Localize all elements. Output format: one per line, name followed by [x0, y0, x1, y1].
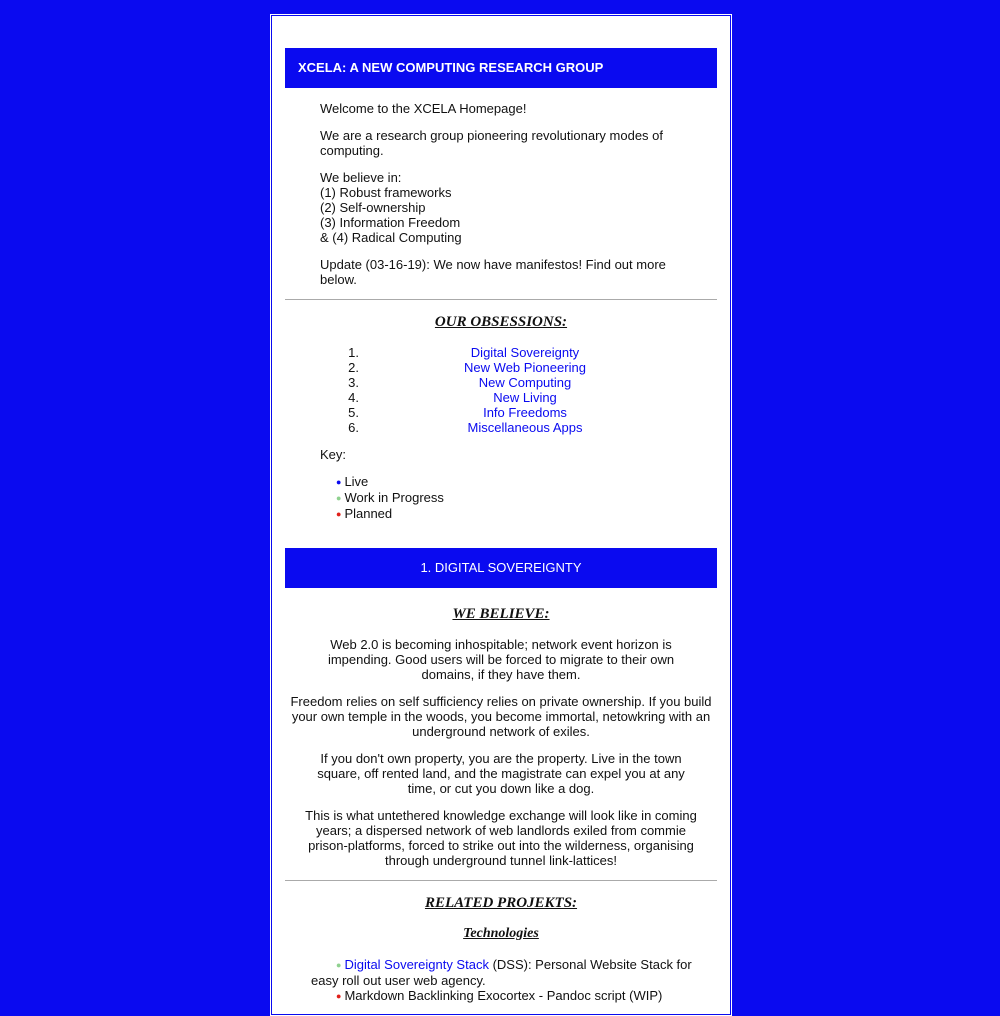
about-text: We are a research group pioneering revolutionary modes of computing. [320, 128, 664, 158]
update-text: Update (03-16-19): We now have manifestos! Find out more below. [320, 257, 666, 287]
key-item-label: Work in Progress [344, 490, 444, 505]
section-banner-digital-sovereignty [285, 548, 717, 588]
key-label: Key: [320, 447, 347, 462]
list-item [271, 345, 731, 360]
belief-item: (3) Information Freedom [320, 215, 461, 230]
obsession-link-new-web-pioneering[interactable]: New Web Pioneering [464, 360, 586, 375]
page-title: XCELA: A NEW COMPUTING RESEARCH GROUP [298, 60, 604, 75]
key-list [271, 474, 731, 522]
digital-sovereignty-stack-link[interactable]: Digital Sovereignty Stack [344, 957, 489, 972]
belief-item: (1) Robust frameworks [320, 185, 452, 200]
key-item-label: Live [344, 474, 369, 489]
related-projects-heading: RELATED PROJEKTS: [424, 895, 578, 911]
intro-section [320, 88, 701, 287]
projects-list [311, 957, 731, 1004]
list-item [271, 390, 731, 405]
obsession-link-info-freedoms[interactable]: Info Freedoms [483, 405, 567, 420]
obsession-link-miscellaneous-apps[interactable]: Miscellaneous Apps [467, 420, 583, 435]
belief-paragraphs [284, 637, 718, 868]
obsession-link-digital-sovereignty[interactable]: Digital Sovereignty [470, 345, 580, 360]
belief-paragraph: Web 2.0 is becoming inhospitable; network event horizon is impending. Good users will be forced to migrate to their own domains, if they have them. [327, 637, 675, 682]
item-number: 4. [348, 390, 359, 405]
we-believe-heading: WE BELIEVE: [452, 606, 550, 622]
project-description-cont: easy roll out user web agency. [311, 973, 486, 988]
item-number: 5. [348, 405, 359, 420]
list-item [271, 420, 731, 435]
bullet-dot-icon: ● [336, 493, 342, 503]
key-item-planned [336, 506, 731, 522]
beliefs-label: We believe in: [320, 170, 402, 185]
key-item-live [336, 474, 731, 490]
technologies-subheading: Technologies [463, 926, 539, 941]
belief-item: & (4) Radical Computing [320, 230, 462, 245]
list-item [311, 957, 731, 973]
key-item-label: Planned [344, 506, 393, 521]
project-description: (DSS): Personal Website Stack for [488, 957, 692, 972]
belief-paragraph: This is what untethered knowledge exchange will look like in coming years; a dispersed network of web landlords exiled from commie prison-platforms, forced to strike out into the wilderness, organising through underground tunnel link-lattices! [305, 808, 697, 868]
page-title-banner [285, 48, 717, 88]
list-item [271, 405, 731, 420]
belief-item: (2) Self-ownership [320, 200, 426, 215]
item-number: 3. [348, 375, 359, 390]
divider [285, 299, 717, 300]
obsession-link-new-living[interactable]: New Living [493, 390, 557, 405]
welcome-text: Welcome to the XCELA Homepage! [320, 101, 527, 116]
obsessions-heading: OUR OBSESSIONS: [434, 314, 568, 330]
bullet-dot-icon: ● [336, 991, 342, 1001]
beliefs-block [320, 170, 701, 245]
belief-paragraph: Freedom relies on self sufficiency relies on private ownership. If you build your own temple in the woods, you become immortal, netowkring with an underground network of exiles. [290, 694, 712, 739]
belief-paragraph: If you don't own property, you are the property. Live in the town square, off rented land, and the magistrate can expel you at any time, or cut you down like a dog. [317, 751, 685, 796]
section-title: 1. DIGITAL SOVEREIGNTY [420, 560, 582, 575]
key-item-wip [336, 490, 731, 506]
obsession-link-new-computing[interactable]: New Computing [478, 375, 572, 390]
bullet-dot-icon: ● [336, 509, 342, 519]
item-number: 1. [348, 345, 359, 360]
list-item [311, 988, 731, 1004]
item-number: 2. [348, 360, 359, 375]
project-description: Markdown Backlinking Exocortex - Pandoc script (WIP) [344, 988, 663, 1003]
divider [285, 880, 717, 881]
list-item [271, 360, 731, 375]
obsessions-list [271, 345, 731, 435]
bullet-dot-icon: ● [336, 960, 342, 970]
item-number: 6. [348, 420, 359, 435]
list-item [271, 375, 731, 390]
bullet-dot-icon: ● [336, 477, 342, 487]
page-container [270, 14, 732, 1016]
